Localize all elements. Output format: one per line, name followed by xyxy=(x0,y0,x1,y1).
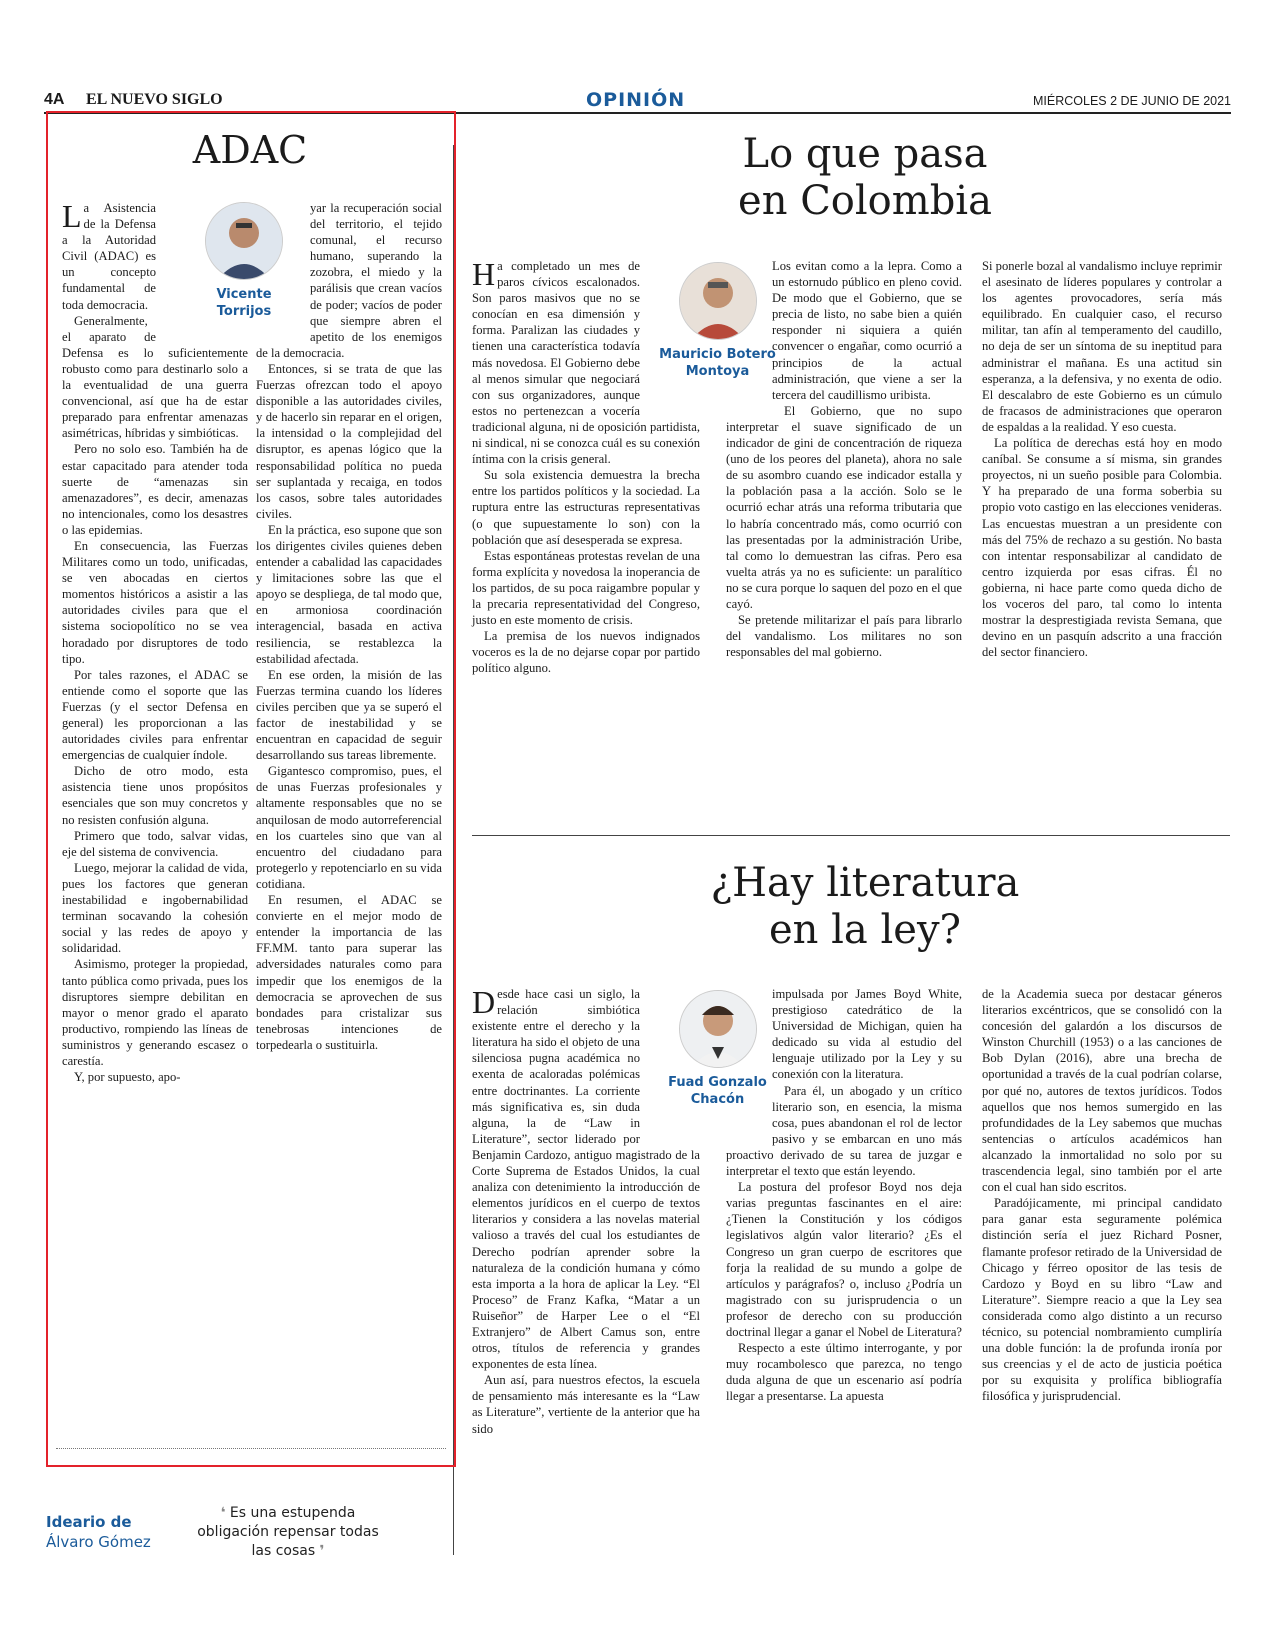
paragraph: En consecuencia, las Fuerzas Militares como un todo, unificadas, se ven abocadas en ciertos momentos históricos a asistir a las autoridades civiles para que el sistema sociopolítico no se vea horadado por disruptores de todo tipo. xyxy=(62,538,248,666)
paragraph: Luego, mejorar la calidad de vida, pues los factores que generan inestabilidad e ingobernabilidad terminan socavando la cohesión social y las redes de apoyo y solidaridad. xyxy=(62,860,248,956)
paragraph: Aun así, para nuestros efectos, la escuela de pensamiento más interesante es la “Law as Literature”, vertiente de la anterior que ha sido xyxy=(472,1373,700,1436)
paragraph: Asimismo, proteger la propiedad, tanto pública como privada, pues los disruptores siempre debilitan en mayor o menor grado el aparato productivo, rompiendo las líneas de suministros y generando escasez o carestía. xyxy=(62,957,248,1068)
literatura-column-3 xyxy=(982,986,1222,1556)
colombia-column-1 xyxy=(472,258,700,818)
article-title-colombia: Lo que pasa en Colombia xyxy=(738,131,992,225)
paragraph: Los evitan como a la lepra. Como a un estornudo público en pleno covid. De modo que el Gobierno, que se precia de listo, no sabe bien a quién responder ni siquiera a quién convencer o engañar, como ocurrió a principios de la actual administración, que viene a ser la tercera del caudillismo uribista. xyxy=(772,259,962,402)
dotted-separator xyxy=(56,1448,446,1449)
paragraph: Desde hace casi un siglo, la relación simbiótica existente entre el derecho y la literatura ha sido el objeto de una silenciosa pugna académica no exenta de acaloradas polémicas entre doctrinantes. La corriente más significativa es, sin duda alguna, la de “Law in Literature”, sector liderado por Benjamin Cardozo, antiguo magistrado de la Corte Suprema de Estados Unidos, la cual analiza con detenimiento la introducción de elementos jurídicos en el cuerpo de textos literarios y considera a las novelas material valioso a través del cual los estudiantes de Derecho podrían aprender sobre la naturaleza de la condición humana y cómo esta importa a la hora de aplicar la Ley. “El Proceso” de Franz Kafka, “Matar a un Ruiseñor” de Harper Lee o el “El Extranjero” de Albert Camus son, entre otros, títulos de referencia y grandes exponentes de esta línea. xyxy=(472,984,700,1372)
colombia-column-2 xyxy=(726,258,962,818)
literatura-column-2 xyxy=(726,986,962,1556)
paragraph: impulsada por James Boyd White, prestigioso catedrático de la Universidad de Michigan, quien ha dedicado su vida al estudio del lenguaje utilizado por la Ley y su conexión con la literatura. xyxy=(772,987,962,1082)
paragraph: El Gobierno, que no supo interpretar el suave significado de un indicador de gini de concentración de riqueza (uno de los peores del planeta), ahora no sale de su asombro cuando ese indicador estalla y la población pasa a la acción. Solo se le ocurrió echar atrás una reforma tributaria que lo habría concentrado más, como ocurrió con las presentadas por la administración Uribe, tal como lo demuestran las cifras. Pero esa vuelta atrás ya no es suficiente: un paralítico no se cura porque lo saquen del pozo en el que cayó. xyxy=(726,403,962,611)
issue-date: MIÉRCOLES 2 DE JUNIO DE 2021 xyxy=(1033,94,1231,108)
article-title-adac: ADAC xyxy=(192,128,308,172)
paragraph: Su sola existencia demuestra la brecha entre los partidos políticos y la sociedad. La ruptura entre las estructuras representativas (o que supuestamente lo son) con la población que así desesperada se expresa. xyxy=(472,468,700,547)
author-name: Fuad Gonzalo Chacón xyxy=(668,1075,767,1107)
paragraph: Generalmente, el aparato de Defensa es lo suficientemente robusto como para destinarlo solo a la eventualidad de una guerra convencional, así que ha de estar preparado para enfrentar amenazas asimétricas, híbridas y simbióticas. xyxy=(62,313,248,441)
paragraph: La política de derechas está hoy en modo caníbal. Se consume a sí misma, sin grandes proyectos, ni un sueño posible para Colombia. Y ha preparado de una forma soberbia su propio voto castigo en las elecciones venideras. Las encuestas muestran a un presidente con más del 75% de rechazo a su gestión. No basta con intentar responsabilizar al candidato de centro izquierda por esas cifras. Él no gobierna, ni hace parte como queda dicho de los voceros del paro, tal como lo intenta mostrar la desprestigiada revista Semana, que devino en un pasquín adscrito a una fracción del sector financiero. xyxy=(982,436,1222,660)
paragraph: Para él, un abogado y un crítico literario son, en esencia, la misma cosa, pues abandonan el rol de lector pasivo y se embarcan en uno más proactivo derivado de su tarea de juzgar e interpretar el texto que están leyendo. xyxy=(726,1083,962,1179)
paragraph: La premisa de los nuevos indignados voceros es la de no dejarse copar por partido político alguno. xyxy=(472,629,700,676)
article-title-literatura: ¿Hay literatura en la ley? xyxy=(710,860,1020,954)
paragraph: Gigantesco compromiso, pues, el de unas Fuerzas profesionales y altamente responsables que no se anquilosan de modo autorreferencial en los cuarteles sino que van al encuentro del ciudadano para protegerlo y repotenciarlo en su vida cotidiana. xyxy=(256,764,442,891)
adac-column-1 xyxy=(62,200,248,1440)
paragraph: Se pretende militarizar el país para librarlo del vandalismo. Los militares no son responsables del mal gobierno. xyxy=(726,613,962,660)
paragraph: Si ponerle bozal al vandalismo incluye reprimir el asesinato de líderes populares y controlar a los agentes provocadores, sería más equilibrado. En cualquier caso, el recurso militar, tan afín al temperamento del caudillo, no deja de ser un síntoma de su ineptitud para administrar el mañana. Es una actitud sin esperanza, a la defensiva, y no exenta de odio. El descalabro de este Gobierno es un cúmulo de fracasos de administraciones que operaron de espaldas a la realidad. Y eso cuesta. xyxy=(982,259,1222,434)
section-title: OPINIÓN xyxy=(586,89,686,111)
paragraph: Ha completado un mes de paros cívicos escalonados. Son paros masivos que no se conocían en esa dimensión y forma. Paralizan las ciudades y tienen una característica todavía más novedosa. El Gobierno debe al menos simular que negociará con sus organizadores, aunque estos no pertenezcan a vocería tradicional alguna, ni de oposición partidista, ni sindical, ni se conozca cuál es su conexión íntima con la crisis general. xyxy=(472,256,700,467)
paragraph: En resumen, el ADAC se convierte en el mejor modo de entender la importancia de las FF.MM. tanto para superar las adversidades naturales como para impedir que los enemigos de la democracia se aprovechen de sus bondades para cristalizar sus tenebrosas intenciones de torpedearla o sustituirla. xyxy=(256,893,442,1052)
paragraph: La Asistencia de la Defensa a la Autoridad Civil (ADAC) es un concepto fundamental de toda democracia. xyxy=(62,198,156,312)
literatura-column-1 xyxy=(472,986,700,1556)
paragraph: La postura del profesor Boyd nos deja varias preguntas fascinantes en el aire: ¿Tienen la Constitución y los códigos legislativos algún valor literario? ¿Es el Congreso un gran cuerpo de escritores que forja la realidad de su mundo a golpe de artículos y parágrafos? o, incluso ¿Podría un magistrado con su jurisprudencia o un profesor de derecho con su producción doctrinal llegar a ganar el Nobel de Literatura? xyxy=(726,1180,963,1339)
footer-quote xyxy=(188,1504,388,1561)
ideario-label: Ideario de xyxy=(46,1513,132,1531)
author-name: Vicente Torrijos xyxy=(216,287,272,319)
open-quote-icon: ❛ xyxy=(220,1505,226,1521)
paragraph: En la práctica, eso supone que son los dirigentes civiles quienes deben entender a cabalidad las capacidades y limitaciones sobre las que el apoyo se despliega, de tal modo que, en armoniosa coordinación interagencial, basada en activa resiliencia, se restablezca la estabilidad afectada. xyxy=(256,522,442,666)
newspaper-name: EL NUEVO SIGLO xyxy=(86,91,223,108)
colombia-column-3 xyxy=(982,258,1222,818)
paragraph: Paradójicamente, mi principal candidato para ganar esta seguramente polémica distinción sería el juez Richard Posner, flamante profesor retirado de la Universidad de Chicago y férreo opositor de las tesis de Cardozo y Boyd en su libro “Law and Literature”. Siempre reacio a que la Ley sea considerada como algo distinto a un recurso técnico, su potencial nombramiento cumpliría una doble función: la de profunda ironía por sus creencias y el de acto de justicia poética por su exquisita y prolífica bibliografía filosófica y jurisprudencial. xyxy=(982,1196,1222,1404)
adac-column-2 xyxy=(256,200,442,1440)
paragraph: Y, por supuesto, apo- xyxy=(74,1070,181,1085)
paragraph: Dicho de otro modo, esta asistencia tiene unos propósitos esenciales que son muy concretos y no resisten confusión alguna. xyxy=(62,764,248,827)
paragraph: yar la recuperación social del territorio, el tejido comunal, el recurso humano, superando la zozobra, el miedo y la parálisis que crean vacíos de poder; vacíos de poder que siempre abren el apetito de los enemigos de la democracia. xyxy=(256,201,442,360)
paragraph: Entonces, si se trata de que las Fuerzas ofrezcan todo el apoyo disponible a las autoridades civiles, y de hacerlo sin reparar en el origen, la intensidad o la complejidad del disruptor, es apenas lógico que la responsabilidad política no pueda ser suplantada y recaiga, en todos los casos, sobre tales autoridades civiles. xyxy=(256,361,442,521)
close-quote-icon: ❜ xyxy=(319,1543,325,1559)
article-divider xyxy=(472,835,1230,836)
paragraph: Por tales razones, el ADAC se entiende como el soporte que las Fuerzas (y el sector Defensa en general) les proporcionan a las autoridades civiles para enfrentar emergencias de cualquier índole. xyxy=(62,667,248,763)
paragraph: Estas espontáneas protestas revelan de una forma explícita y novedosa la inoperancia de los partidos, de su poca raigambre popular y la precaria representatividad del Congreso, justo en este momento de crisis. xyxy=(472,548,700,628)
author-name: Mauricio Botero Montoya xyxy=(659,347,776,379)
quote-text: Es una estupenda obligación repensar todas las cosas xyxy=(197,1505,379,1559)
paragraph: Respecto a este último interrogante, y por muy rocambolesco que parezca, no tengo duda alguna de que un escenario así podría llegar a presentarse. La apuesta xyxy=(726,1341,962,1404)
paragraph: de la Academia sueca por destacar géneros literarios excéntricos, que se consolidó con la concesión del galardón a los discursos de Winston Churchill (1953) o a las canciones de Bob Dylan (2016), abre una brecha de oportunidad a través de la cual podrían colarse, por qué no, autores de textos jurídicos. Todos aquellos que nos hemos sumergido en las profundidades de la Ley sabemos que muchas sentencias o artículos académicos han alcanzado la inmortalidad no solo por su trascendencia legal, sino también por el arte con el cual han sido escritos. xyxy=(982,987,1222,1195)
page-number: 4A xyxy=(44,91,65,108)
paragraph: Primero que todo, salvar vidas, eje del sistema de convivencia. xyxy=(62,828,248,859)
ideario-name: Álvaro Gómez xyxy=(46,1533,151,1551)
paragraph: Pero no solo eso. También ha de estar capacitado para atender toda suerte de “amenazas sin amenazadores”, es decir, amenazas no intencionales, como los desastres o las epidemias. xyxy=(62,442,248,537)
paragraph: En ese orden, la misión de las Fuerzas termina cuando los líderes civiles perciben que ya se superó el factor de inestabilidad y se encuentran en capacidad de seguir desarrollando sus tareas libremente. xyxy=(256,667,442,763)
